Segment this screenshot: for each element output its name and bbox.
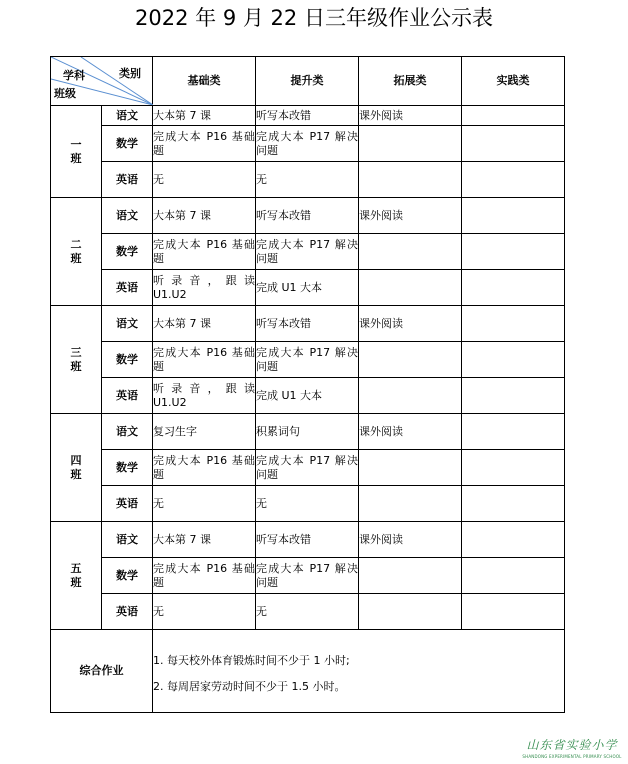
advanced-cell: 完成大本 P17 解决问题 bbox=[256, 126, 359, 162]
school-logo-name: 山东省实验小学 bbox=[526, 738, 618, 752]
extended-cell bbox=[359, 558, 462, 594]
summary-line: 1. 每天校外体育锻炼时间不少于 1 小时; bbox=[153, 654, 350, 667]
table-row bbox=[51, 486, 565, 522]
table-row bbox=[51, 558, 565, 594]
subject-cell: 语文 bbox=[102, 106, 153, 126]
extended-cell bbox=[359, 450, 462, 486]
advanced-cell: 完成大本 P17 解决问题 bbox=[256, 450, 359, 486]
table-row bbox=[51, 106, 565, 126]
class-label-cell bbox=[51, 522, 102, 630]
summary-body bbox=[153, 630, 565, 713]
extended-cell bbox=[359, 378, 462, 414]
advanced-cell: 完成大本 P17 解决问题 bbox=[256, 342, 359, 378]
advanced-cell: 听写本改错 bbox=[256, 306, 359, 342]
extended-cell bbox=[359, 594, 462, 630]
subject-cell: 数学 bbox=[102, 126, 153, 162]
table-row bbox=[51, 270, 565, 306]
subject-cell: 语文 bbox=[102, 198, 153, 234]
corner-class-label: 班级 bbox=[54, 87, 76, 100]
corner-category-label: 类别 bbox=[119, 67, 141, 80]
class-name-top: 一 bbox=[70, 137, 82, 151]
subject-cell: 英语 bbox=[102, 594, 153, 630]
class-name-bottom: 班 bbox=[70, 359, 82, 373]
class-name-top: 三 bbox=[70, 345, 82, 359]
basic-cell: 大本第 7 课 bbox=[153, 522, 256, 558]
column-header-practice: 实践类 bbox=[462, 57, 565, 106]
subject-cell: 英语 bbox=[102, 378, 153, 414]
table-row bbox=[51, 306, 565, 342]
extended-cell bbox=[359, 486, 462, 522]
basic-cell: 完成大本 P16 基础题 bbox=[153, 342, 256, 378]
advanced-cell: 积累词句 bbox=[256, 414, 359, 450]
class-label-cell bbox=[51, 306, 102, 414]
practice-cell bbox=[462, 522, 565, 558]
basic-cell: 完成大本 P16 基础题 bbox=[153, 126, 256, 162]
class-label-cell bbox=[51, 198, 102, 306]
extended-cell: 课外阅读 bbox=[359, 306, 462, 342]
practice-cell bbox=[462, 342, 565, 378]
header-corner-cell bbox=[51, 57, 153, 106]
summary-line: 2. 每周居家劳动时间不少于 1.5 小时。 bbox=[153, 680, 346, 693]
class-name-top: 五 bbox=[70, 561, 82, 575]
basic-cell: 完成大本 P16 基础题 bbox=[153, 234, 256, 270]
school-logo-english: SHANDONG EXPERIMENTAL PRIMARY SCHOOL bbox=[522, 754, 622, 759]
table-row bbox=[51, 126, 565, 162]
column-header-advanced: 提升类 bbox=[256, 57, 359, 106]
page-title: 2022 年 9 月 22 日三年级作业公示表 bbox=[135, 6, 493, 30]
practice-cell bbox=[462, 486, 565, 522]
summary-label: 综合作业 bbox=[51, 630, 153, 713]
advanced-cell: 完成大本 P17 解决问题 bbox=[256, 558, 359, 594]
class-name-top: 四 bbox=[70, 453, 82, 467]
basic-cell: 无 bbox=[153, 162, 256, 198]
extended-cell bbox=[359, 342, 462, 378]
corner-subject-label: 学科 bbox=[63, 69, 85, 82]
basic-cell: 听录音，跟读 U1.U2 bbox=[153, 270, 256, 306]
basic-cell: 无 bbox=[153, 594, 256, 630]
subject-cell: 英语 bbox=[102, 486, 153, 522]
practice-cell bbox=[462, 450, 565, 486]
table-row bbox=[51, 594, 565, 630]
extended-cell: 课外阅读 bbox=[359, 198, 462, 234]
school-logo bbox=[522, 736, 622, 759]
basic-cell: 大本第 7 课 bbox=[153, 106, 256, 126]
extended-cell bbox=[359, 126, 462, 162]
class-name-top: 二 bbox=[70, 237, 82, 251]
column-header-basic: 基础类 bbox=[153, 57, 256, 106]
practice-cell bbox=[462, 126, 565, 162]
subject-cell: 语文 bbox=[102, 306, 153, 342]
table-row bbox=[51, 198, 565, 234]
extended-cell: 课外阅读 bbox=[359, 106, 462, 126]
basic-cell: 大本第 7 课 bbox=[153, 198, 256, 234]
advanced-cell: 听写本改错 bbox=[256, 522, 359, 558]
summary-row bbox=[51, 630, 565, 713]
table-row bbox=[51, 234, 565, 270]
class-name-bottom: 班 bbox=[70, 467, 82, 481]
header-row bbox=[51, 57, 565, 106]
advanced-cell: 听写本改错 bbox=[256, 198, 359, 234]
practice-cell bbox=[462, 594, 565, 630]
class-label-cell bbox=[51, 106, 102, 198]
practice-cell bbox=[462, 414, 565, 450]
practice-cell bbox=[462, 306, 565, 342]
extended-cell bbox=[359, 162, 462, 198]
practice-cell bbox=[462, 270, 565, 306]
subject-cell: 语文 bbox=[102, 522, 153, 558]
table-body bbox=[51, 57, 565, 713]
column-header-extended: 拓展类 bbox=[359, 57, 462, 106]
practice-cell bbox=[462, 106, 565, 126]
advanced-cell: 无 bbox=[256, 594, 359, 630]
class-label-cell bbox=[51, 414, 102, 522]
homework-table bbox=[50, 56, 565, 713]
class-name-bottom: 班 bbox=[70, 251, 82, 265]
advanced-cell: 完成 U1 大本 bbox=[256, 270, 359, 306]
advanced-cell: 无 bbox=[256, 162, 359, 198]
table-row bbox=[51, 342, 565, 378]
subject-cell: 数学 bbox=[102, 450, 153, 486]
subject-cell: 英语 bbox=[102, 270, 153, 306]
basic-cell: 完成大本 P16 基础题 bbox=[153, 558, 256, 594]
practice-cell bbox=[462, 378, 565, 414]
advanced-cell: 完成 U1 大本 bbox=[256, 378, 359, 414]
basic-cell: 大本第 7 课 bbox=[153, 306, 256, 342]
extended-cell: 课外阅读 bbox=[359, 522, 462, 558]
table-row bbox=[51, 450, 565, 486]
advanced-cell: 听写本改错 bbox=[256, 106, 359, 126]
practice-cell bbox=[462, 234, 565, 270]
subject-cell: 英语 bbox=[102, 162, 153, 198]
extended-cell bbox=[359, 270, 462, 306]
basic-cell: 听录音，跟读 U1.U2 bbox=[153, 378, 256, 414]
basic-cell: 复习生字 bbox=[153, 414, 256, 450]
subject-cell: 数学 bbox=[102, 342, 153, 378]
subject-cell: 语文 bbox=[102, 414, 153, 450]
subject-cell: 数学 bbox=[102, 234, 153, 270]
basic-cell: 完成大本 P16 基础题 bbox=[153, 450, 256, 486]
extended-cell bbox=[359, 234, 462, 270]
advanced-cell: 无 bbox=[256, 486, 359, 522]
advanced-cell: 完成大本 P17 解决问题 bbox=[256, 234, 359, 270]
basic-cell: 无 bbox=[153, 486, 256, 522]
table-row bbox=[51, 522, 565, 558]
table-row bbox=[51, 162, 565, 198]
class-name-bottom: 班 bbox=[70, 151, 82, 165]
table-row bbox=[51, 378, 565, 414]
practice-cell bbox=[462, 198, 565, 234]
class-name-bottom: 班 bbox=[70, 575, 82, 589]
table-row bbox=[51, 414, 565, 450]
extended-cell: 课外阅读 bbox=[359, 414, 462, 450]
practice-cell bbox=[462, 162, 565, 198]
practice-cell bbox=[462, 558, 565, 594]
subject-cell: 数学 bbox=[102, 558, 153, 594]
